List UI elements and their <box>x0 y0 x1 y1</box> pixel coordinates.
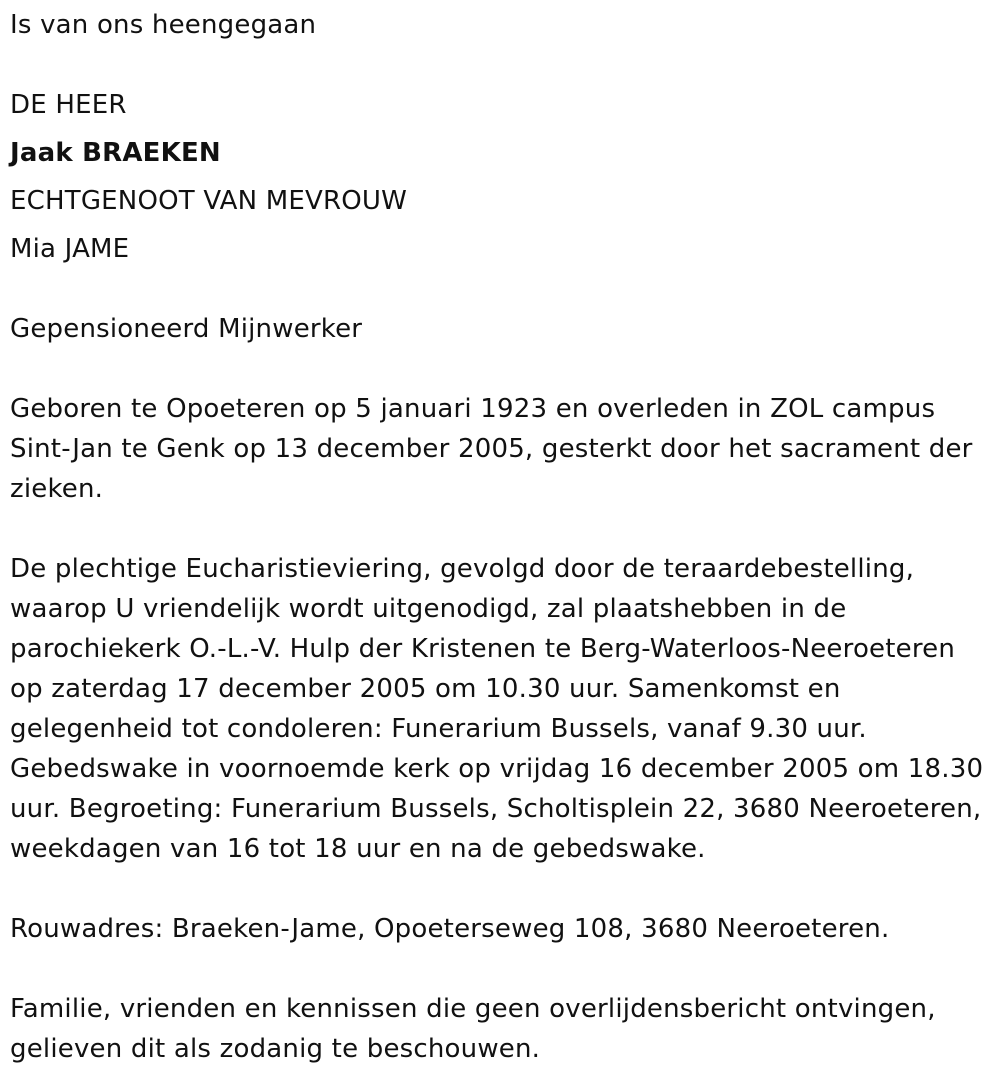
paragraph-line: weekdagen van 16 tot 18 uur en na de gebedswake. <box>10 834 706 864</box>
paragraph-line: De plechtige Eucharistieviering, gevolgd door de teraardebestelling, <box>10 554 915 584</box>
spouse-label: ECHTGENOOT VAN MEVROUW <box>10 186 408 216</box>
paragraph-line: Gebedswake in voornoemde kerk op vrijdag 16 december 2005 om 18.30 <box>10 754 984 784</box>
paragraph-line: Geboren te Opoeteren op 5 januari 1923 en overleden in ZOL campus <box>10 394 936 424</box>
paragraph-line: op zaterdag 17 december 2005 om 10.30 uur. Samenkomst en <box>10 674 841 704</box>
paragraph-line: Familie, vrienden en kennissen die geen overlijdensbericht ontvingen, <box>10 994 936 1024</box>
paragraph-line: gelieven dit als zodanig te beschouwen. <box>10 1034 541 1064</box>
title-prefix: DE HEER <box>10 90 127 120</box>
spouse-name: Mia JAME <box>10 234 130 264</box>
paragraph-line: gelegenheid tot condoleren: Funerarium Bussels, vanaf 9.30 uur. <box>10 714 867 744</box>
deceased-name: Jaak BRAEKEN <box>10 138 221 168</box>
mourning-address: Rouwadres: Braeken-Jame, Opoeterseweg 108, 3680 Neeroeteren. <box>10 914 890 944</box>
occupation: Gepensioneerd Mijnwerker <box>10 314 363 344</box>
paragraph-line: Sint-Jan te Genk op 13 december 2005, gesterkt door het sacrament der <box>10 434 973 464</box>
paragraph-line: uur. Begroeting: Funerarium Bussels, Scholtisplein 22, 3680 Neeroeteren, <box>10 794 982 824</box>
intro-text: Is van ons heengegaan <box>10 10 317 40</box>
paragraph-line: waarop U vriendelijk wordt uitgenodigd, zal plaatshebben in de <box>10 594 847 624</box>
paragraph-line: zieken. <box>10 474 104 504</box>
paragraph-line: parochiekerk O.-L.-V. Hulp der Kristenen te Berg-Waterloos-Neeroeteren <box>10 634 956 664</box>
